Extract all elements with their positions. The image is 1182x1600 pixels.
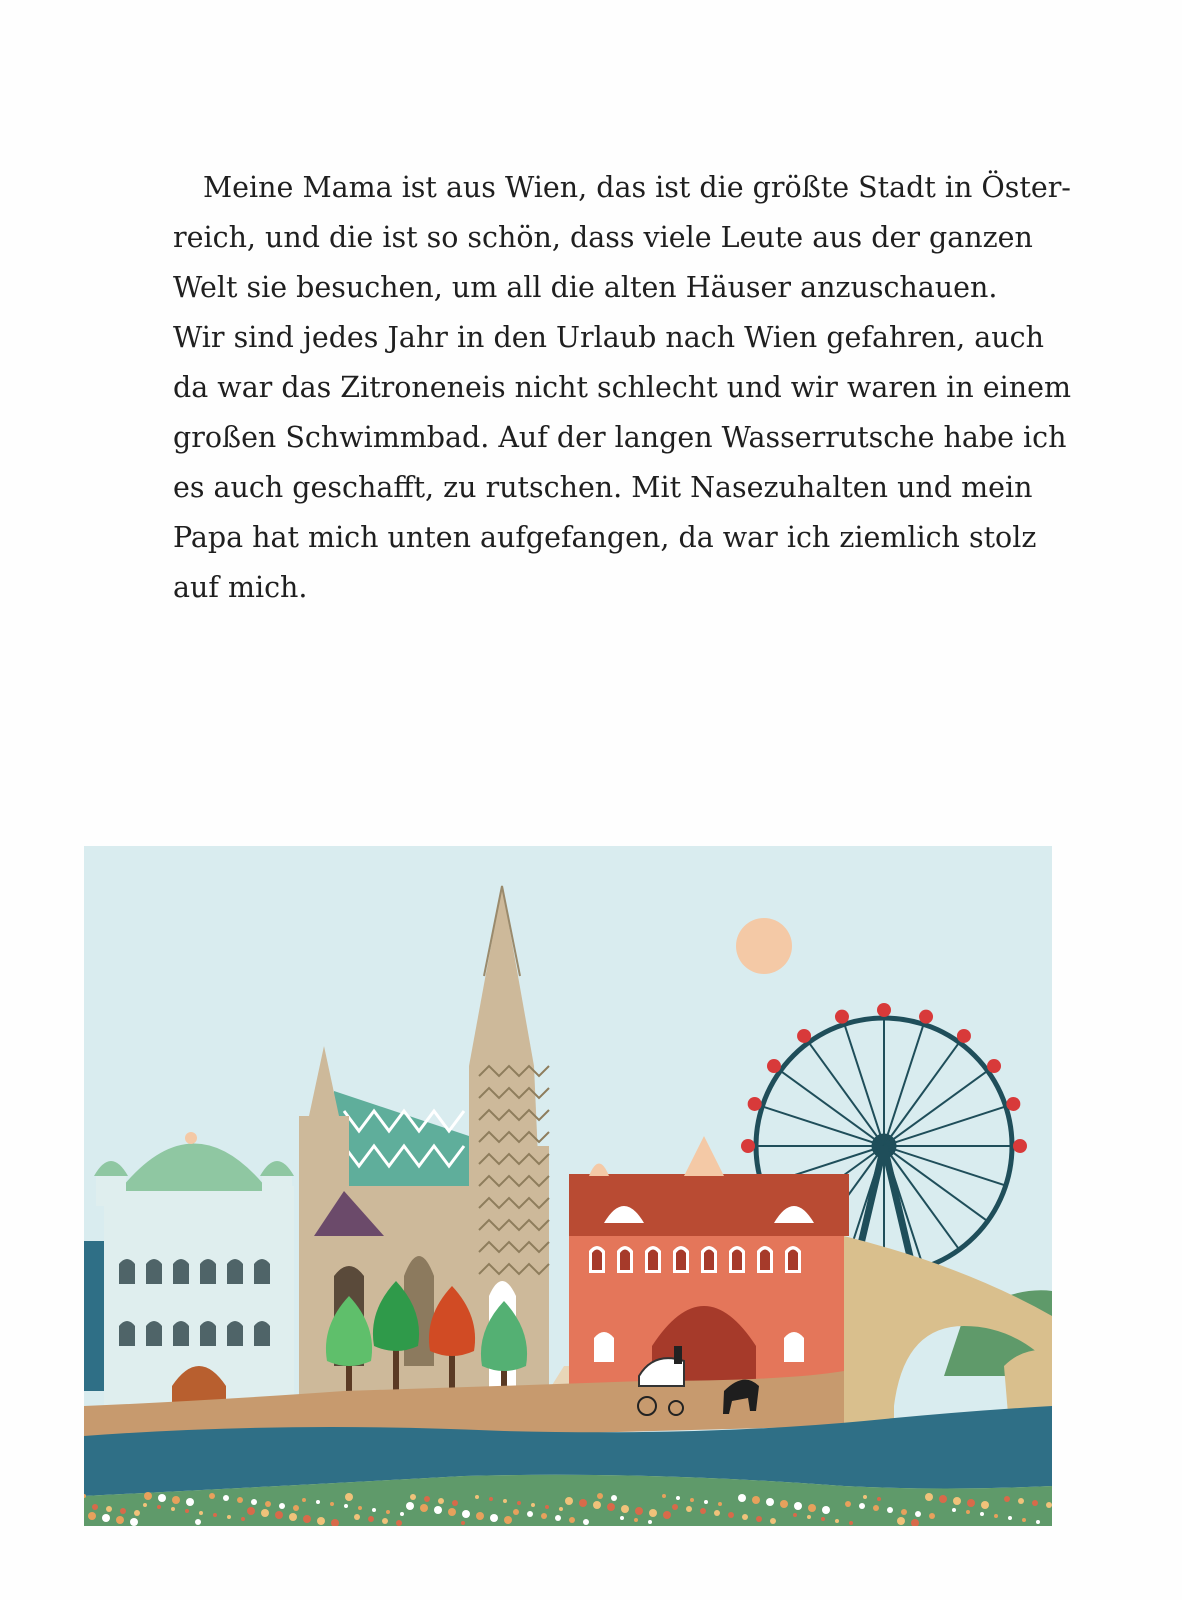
story-line: reich, und die ist so schön, dass viele Leute aus der ganzen xyxy=(173,221,1033,254)
water-edge xyxy=(84,1241,104,1391)
story-line: da war das Zitroneneis nicht schlecht und wir waren in einem xyxy=(173,371,1071,404)
story-line: Meine Mama ist aus Wien, das ist die größte Stadt in Öster- xyxy=(203,171,1071,204)
gondola xyxy=(877,1003,891,1017)
story-text xyxy=(173,163,1071,613)
story-line: auf mich. xyxy=(173,571,308,604)
gondola xyxy=(835,1010,849,1024)
gondola xyxy=(987,1059,1001,1073)
gondola xyxy=(748,1097,762,1111)
story-line: großen Schwimmbad. Auf der langen Wasserrutsche habe ich xyxy=(173,421,1067,454)
gondola xyxy=(767,1059,781,1073)
vienna-skyline-illustration xyxy=(84,846,1052,1526)
gondola xyxy=(1013,1139,1027,1153)
gondola xyxy=(1006,1097,1020,1111)
story-line: Papa hat mich unten aufgefangen, da war ich ziemlich stolz xyxy=(173,521,1037,554)
gondola xyxy=(741,1139,755,1153)
story-line: Wir sind jedes Jahr in den Urlaub nach Wien gefahren, auch xyxy=(173,321,1044,354)
gondola xyxy=(957,1029,971,1043)
gondola xyxy=(919,1010,933,1024)
palace xyxy=(94,1132,294,1426)
story-line: es auch geschafft, zu rutschen. Mit Nasezuhalten und mein xyxy=(173,471,1033,504)
story-line: Welt sie besuchen, um all die alten Häuser anzuschauen. xyxy=(173,271,998,304)
sun xyxy=(736,918,792,974)
gondola xyxy=(797,1029,811,1043)
